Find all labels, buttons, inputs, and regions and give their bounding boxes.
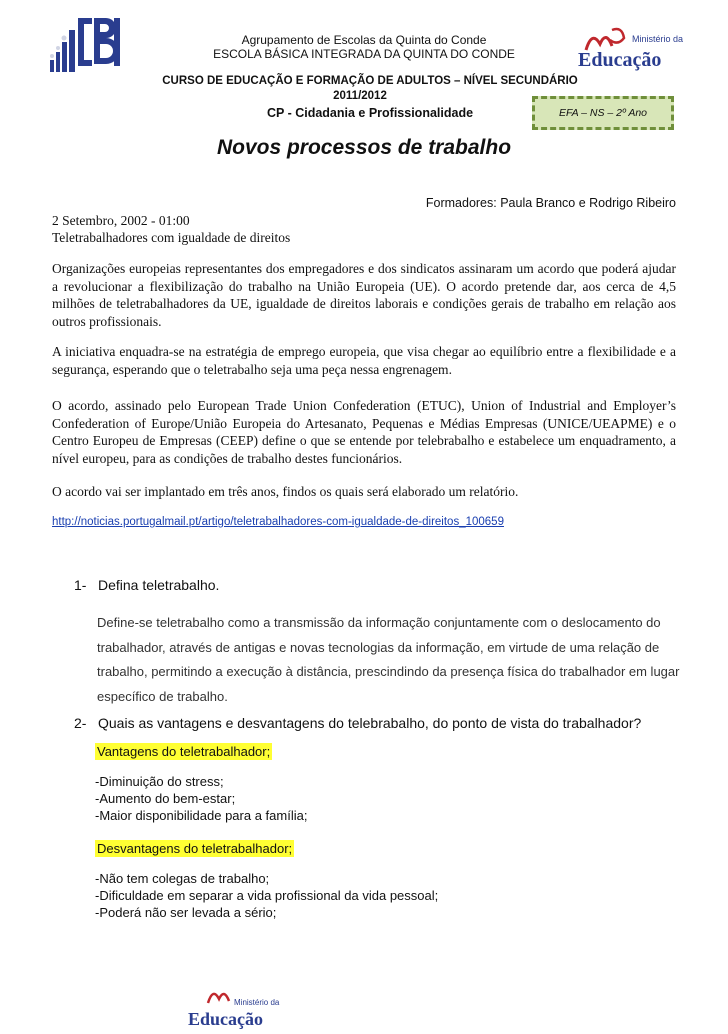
article-paragraph-4: O acordo vai ser implantado em três anos, findos os quais será elaborado um relatório.: [52, 484, 519, 499]
disadvantages-title: Desvantagens do teletrabalhador;: [97, 841, 293, 856]
article-headline: Teletrabalhadores com igualdade de direitos: [52, 230, 291, 245]
school-group-name: Agrupamento de Escolas da Quinta do Conde: [241, 33, 487, 47]
list-item: -Dificuldade em separar a vida profissional da vida pessoal;: [95, 888, 439, 903]
list-item: -Aumento do bem-estar;: [95, 791, 236, 806]
school-name: ESCOLA BÁSICA INTEGRADA DA QUINTA DO CONDE: [213, 47, 515, 61]
list-item: -Diminuição do stress;: [95, 774, 224, 789]
ministry-logo: [572, 20, 692, 77]
school-year: 2011/2012: [333, 90, 387, 102]
source-link[interactable]: http://noticias.portugalmail.pt/artigo/teletrabalhadores-com-igualdade-de-direitos_100659: [52, 516, 504, 528]
efa-badge: [532, 96, 674, 130]
article-paragraph-2: A iniciativa enquadra-se na estratégia de emprego europeia, que visa chegar ao equilíbrio entre a flexibilidade e a segurança, esperando que o teletrabalho seja uma peça nessa engrenagem.: [52, 344, 676, 377]
list-item: -Poderá não ser levada a sério;: [95, 905, 277, 920]
answer-1: Define-se teletrabalho como a transmissão da informação conjuntamente com o deslocamento do trabalhador, através de antigas e novas tecnologias da informação, em virtude de uma relação de trabalho, permitindo a execução à distância, prescindindo da presença física do trabalhador em lugar específico de trabalho.: [97, 615, 680, 704]
article-date: 2 Setembro, 2002 - 01:00: [52, 213, 190, 228]
advantages-title: Vantagens do teletrabalhador;: [97, 744, 271, 759]
ministry-big-text: Educação: [578, 49, 662, 71]
question-2-text: Quais as vantagens e desvantagens do telebrabalho, do ponto de vista do trabalhador?: [98, 715, 642, 731]
efa-badge-label: EFA – NS – 2º Ano: [558, 107, 648, 119]
question-2: [74, 715, 641, 731]
footer-ministry-logo: [186, 985, 296, 1034]
trainers: Formadores: Paula Branco e Rodrigo Ribeiro: [425, 196, 676, 210]
list-item: -Não tem colegas de trabalho;: [95, 871, 270, 886]
footer-ministry-big-text: Educação: [188, 1009, 264, 1029]
disadvantages-list: [95, 870, 438, 921]
module-name: CP - Cidadania e Profissionalidade: [266, 106, 474, 120]
article-paragraph-1: Organizações europeias representantes dos empregadores e dos sindicatos assinaram um acordo que poderá ajudar a revolucionar a flexibilização do trabalho na União Europeia (UE). O acordo pretende dar, aos cerca de 4,5 milhões de teletrabalhadores da UE, igualdade de direitos laborais e condições gerais de trabalho em relação aos outros profissionais.: [52, 261, 676, 329]
footer-ministry-small-text: Ministério da: [234, 998, 280, 1007]
question-1-number: 1-: [74, 577, 87, 593]
list-item: -Maior disponibilidade para a família;: [95, 808, 308, 823]
page-title: Novos processos de trabalho: [216, 136, 512, 159]
question-2-number: 2-: [74, 715, 87, 731]
question-1-text: Defina teletrabalho.: [98, 577, 220, 593]
ministry-small-text: Ministério da: [632, 34, 684, 44]
advantages-list: [95, 773, 307, 824]
course-name: CURSO DE EDUCAÇÃO E FORMAÇÃO DE ADULTOS – NÍVEL SECUNDÁRIO: [162, 75, 578, 87]
article-paragraph-3: O acordo, assinado pelo European Trade Union Confederation (ETUC), Union of Industrial and Employer’s Confederation of Europe/União Europeia do Artesanato, Pequenas e Médias Empresas (UNICE/UEAPME) e o Centro Europeu de Empresas (CEEP) define o que se entende por telebrabalho e estabelece um enquadramento, a nível europeu, para as condições de trabalho destes funcionários.: [52, 398, 676, 466]
question-1: [74, 577, 219, 593]
